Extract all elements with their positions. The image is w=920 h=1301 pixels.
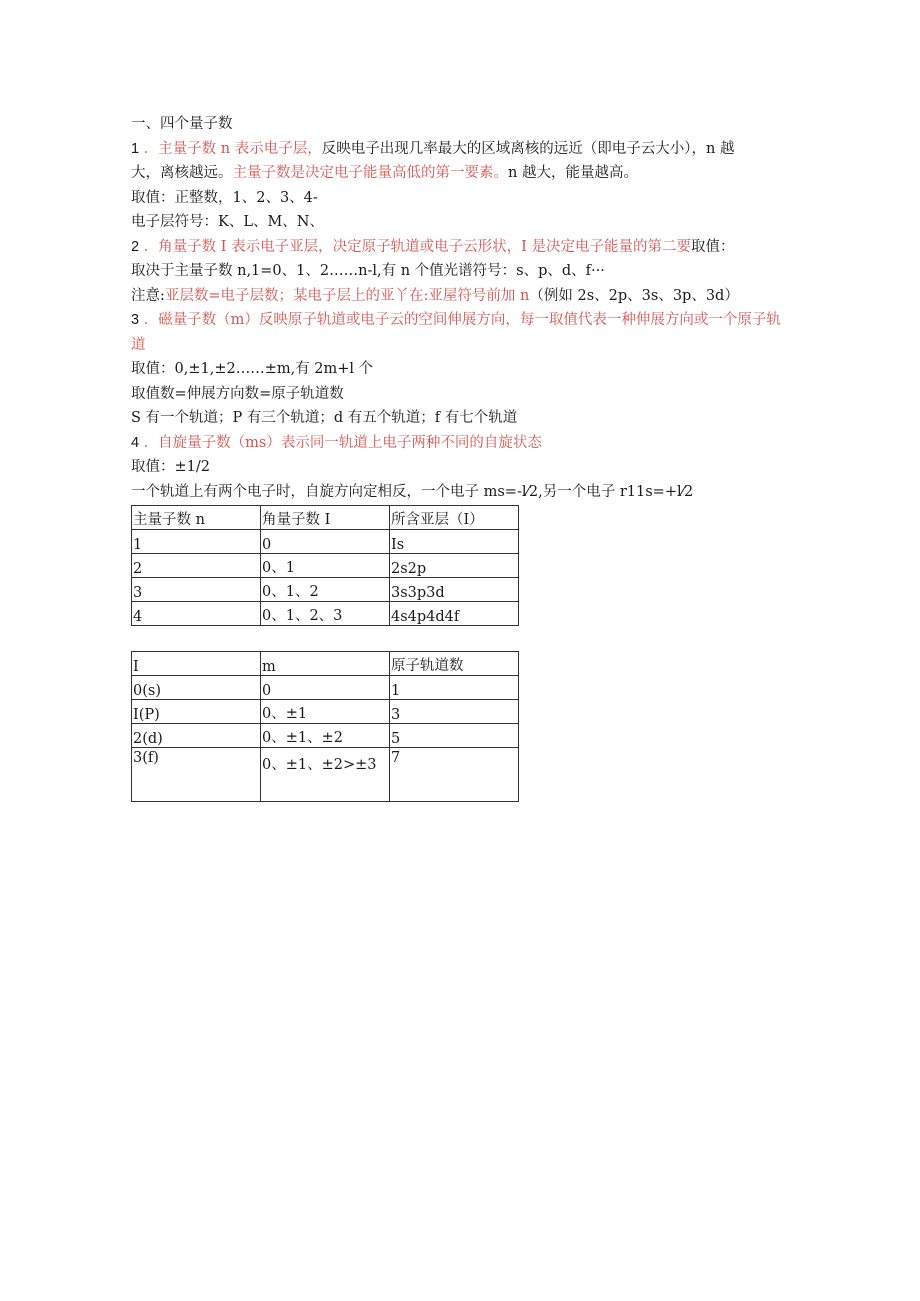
table-cell: 5: [390, 724, 519, 748]
note-label: 注意:: [131, 287, 165, 304]
red-text: 亚层数=电子层数；某电子层上的亚丫在:亚屋符号前加 n: [164, 287, 530, 304]
magnetic-values-line: 取值：0,±1,±2……±m,有 2m+l 个: [131, 361, 374, 377]
table-header-row: [132, 506, 519, 530]
table-cell: 0(s): [132, 676, 261, 700]
table-cell: 0、1、2: [261, 578, 390, 602]
electron-pair-line: 一个轨道上有两个电子时，自旋方向定相反，一个电子 ms=-l⁄2,另一个电子 r11s=+l⁄2: [131, 483, 694, 500]
note-line: [131, 284, 791, 309]
orbital-count-line: S 有一个轨道；P 有三个轨道；d 有五个轨道；f 有七个轨道: [131, 410, 518, 426]
shell-symbols-line: 电子层符号：K、L、M、N、: [131, 214, 324, 230]
section-heading: 一、四个量子数: [131, 116, 233, 132]
table-cell: 0、±1、±2>±3: [261, 748, 390, 802]
table-cell: 3: [390, 700, 519, 724]
table-cell: 3(f): [132, 748, 261, 802]
table-cell: 2s2p: [390, 554, 519, 578]
item-number: 4: [131, 434, 140, 451]
body-text: 大，离核越远。: [131, 165, 233, 181]
table-row: [132, 554, 519, 578]
table-header-row: [132, 652, 519, 676]
red-text: ．自旋量子数（ms）表示同一轨道上电子两种不同的自旋状态: [143, 434, 542, 451]
table-row: [132, 602, 519, 626]
body-text: （例如 2s、2p、3s、3p、3d）: [529, 287, 739, 304]
table-cell: 0、1: [261, 554, 390, 578]
angular-values-line: 取决于主量子数 n,1=0、1、2……n-l,有 n 个值光谱符号：s、p、d、f···: [131, 263, 605, 279]
table-cell: 4s4p4d4f: [390, 602, 519, 626]
item-number: 1: [131, 140, 140, 157]
table-cell: 0: [261, 676, 390, 700]
table-row: [132, 676, 519, 700]
table-cell: 4: [132, 602, 261, 626]
red-text: ．主量子数 n 表示电子层，: [143, 140, 322, 157]
table-cell: 2: [132, 554, 261, 578]
quantum-number-table-2: [131, 651, 519, 802]
table-cell: 2(d): [132, 724, 261, 748]
table-cell: 0、±1: [261, 700, 390, 724]
table-header-cell: 所含亚层（I）: [390, 506, 519, 530]
table-row: [132, 530, 519, 554]
table-header-cell: 角量子数 I: [261, 506, 390, 530]
table-cell: 7: [390, 748, 519, 802]
table-row: [132, 578, 519, 602]
table-row: [132, 700, 519, 724]
body-text: 反映电子出现几率最大的区域离核的远近（即电子云大小），n 越: [321, 140, 735, 157]
body-text: 取值：: [690, 238, 735, 255]
red-text: ．角量子数 I 表示电子亚层，决定原子轨道或电子云形状，I 是决定电子能量的第二要: [143, 238, 691, 255]
paragraph-magnetic-quantum-number: [131, 308, 791, 357]
table-row: [132, 724, 519, 748]
item-number: 2: [131, 238, 140, 255]
paragraph-angular-quantum-number: [131, 235, 791, 260]
table-cell: 1: [132, 530, 261, 554]
paragraph-principal-quantum-number: [131, 137, 791, 162]
table-header-cell: m: [261, 652, 390, 676]
table-cell: Is: [390, 530, 519, 554]
table-cell: 0、±1、±2: [261, 724, 390, 748]
paragraph-spin-quantum-number: [131, 431, 791, 456]
quantum-number-table-1: [131, 505, 519, 626]
table-header-cell: 主量子数 n: [132, 506, 261, 530]
table-cell: 3s3p3d: [390, 578, 519, 602]
table-header-cell: I: [132, 652, 261, 676]
table-cell: 0: [261, 530, 390, 554]
spin-values-line: 取值：±1/2: [131, 459, 210, 475]
table-row: [132, 748, 519, 802]
table-header-cell: 原子轨道数: [390, 652, 519, 676]
table-cell: 3: [132, 578, 261, 602]
item-number: 3: [131, 312, 140, 328]
table-cell: 1: [390, 676, 519, 700]
table-cell: 0、1、2、3: [261, 602, 390, 626]
document-body: [131, 112, 791, 802]
equality-line: 取值数=伸展方向数=原子轨道数: [131, 385, 344, 402]
red-text: 主量子数是决定电子能量高低的第一要素。: [232, 165, 508, 181]
table-cell: I(P): [132, 700, 261, 724]
table-spacer: [131, 626, 791, 650]
red-text: ．磁量子数（m）反映原子轨道或电子云的空间伸展方向，每一取值代表一种伸展方向或一个原子轨道: [131, 312, 781, 353]
paragraph-continuation: [131, 161, 791, 186]
body-text: n 越大，能量越高。: [508, 165, 638, 181]
principal-values-line: 取值：正整数，1、2、3、4-: [131, 189, 318, 206]
